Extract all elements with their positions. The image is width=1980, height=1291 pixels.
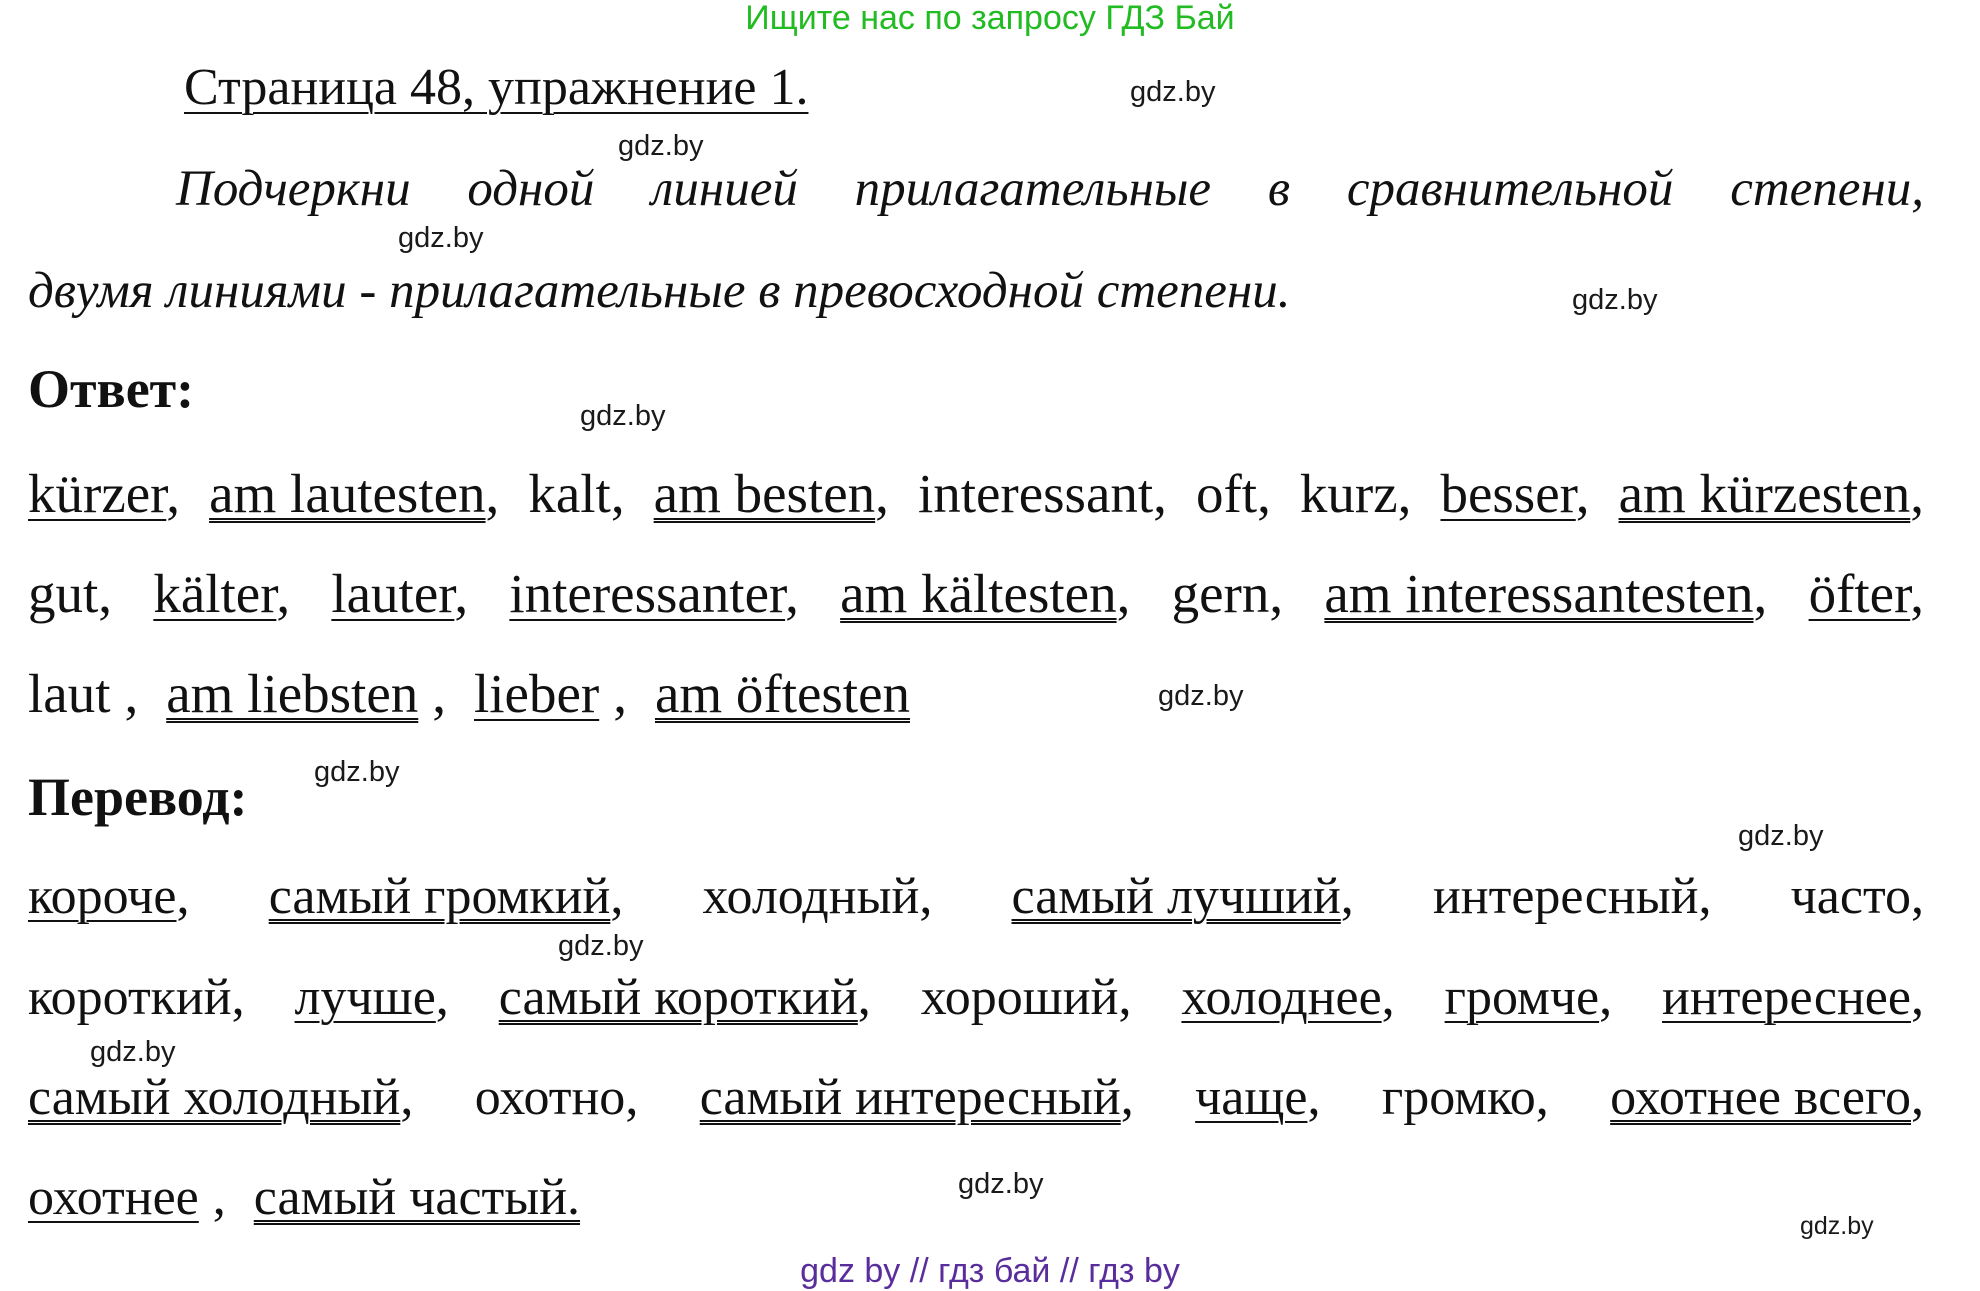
punctuation: , <box>1911 868 1924 925</box>
answer-word <box>331 562 468 625</box>
answer-word <box>1809 562 1924 625</box>
punctuation: , <box>1397 463 1412 524</box>
punctuation: , <box>875 463 889 524</box>
punctuation: , <box>610 868 624 925</box>
translation-heading: Перевод: <box>28 767 248 827</box>
translation-word <box>703 867 933 926</box>
answer-word <box>209 462 499 525</box>
translation-word <box>1012 867 1354 926</box>
watermark: gdz.by <box>1572 284 1658 316</box>
comparative-word: kürzer <box>28 463 167 524</box>
translation-line-2 <box>28 968 1924 1027</box>
punctuation: , <box>1340 868 1354 925</box>
translation-word <box>28 1168 240 1227</box>
watermark: gdz.by <box>398 222 484 254</box>
answer-word <box>655 662 924 725</box>
punctuation: , <box>1120 1069 1134 1126</box>
superlative-word: am liebsten <box>166 663 419 724</box>
answer-word <box>1324 562 1767 625</box>
plain-word: oft <box>1195 463 1258 524</box>
punctuation: , <box>176 868 190 925</box>
punctuation: , <box>1153 463 1167 524</box>
answer-word <box>474 662 641 725</box>
punctuation: , <box>454 563 469 624</box>
punctuation: , <box>432 663 446 724</box>
superlative-word: самый громкий <box>268 868 611 925</box>
translation-word <box>1433 867 1712 926</box>
comparative-word: лучше <box>294 969 436 1026</box>
punctuation: , <box>1599 969 1613 1026</box>
superlative-word: самый лучший <box>1011 868 1341 925</box>
superlative-word: самый интересный <box>699 1069 1121 1126</box>
translation-word <box>1791 867 1924 926</box>
punctuation: , <box>1910 1069 1924 1126</box>
plain-word: kalt <box>528 463 611 524</box>
answer-word <box>1440 462 1589 525</box>
translation-word <box>1662 968 1924 1027</box>
punctuation: , <box>485 463 500 524</box>
translation-word <box>499 968 871 1027</box>
answer-word <box>528 462 624 525</box>
comparative-word: громче <box>1444 969 1600 1026</box>
watermark: gdz.by <box>90 1036 176 1068</box>
punctuation: , <box>1535 1069 1549 1126</box>
answer-word <box>1619 462 1924 525</box>
plain-word: interessant <box>917 463 1154 524</box>
plain-word: часто <box>1790 868 1911 925</box>
watermark: gdz.by <box>1158 680 1244 712</box>
punctuation: , <box>1257 463 1271 524</box>
answer-line-2 <box>28 562 1924 625</box>
superlative-word: am kältesten <box>840 563 1117 624</box>
answer-word <box>918 462 1167 525</box>
answer-word <box>1172 562 1283 625</box>
punctuation: , <box>919 868 933 925</box>
translation-word <box>475 1068 639 1127</box>
plain-word: громко <box>1381 1069 1536 1126</box>
punctuation: , <box>1698 868 1712 925</box>
watermark: gdz.by <box>618 130 704 162</box>
page-title: Страница 48, упражнение 1. <box>184 59 809 116</box>
punctuation: , <box>1910 969 1924 1026</box>
comparative-word: холоднее <box>1181 969 1382 1026</box>
punctuation: , <box>610 463 625 524</box>
task-line-2: двумя линиями - прилагательные в превосходной степени. <box>28 263 1291 319</box>
punctuation: , <box>1753 563 1768 624</box>
punctuation: , <box>613 663 627 724</box>
answer-word <box>28 662 152 725</box>
superlative-word: самый короткий <box>498 969 858 1026</box>
superlative-word: охотнее всего <box>1610 1069 1911 1126</box>
plain-word: охотно <box>474 1069 626 1126</box>
translation-word <box>28 1068 413 1127</box>
comparative-word: kälter <box>153 563 277 624</box>
plain-word: gern <box>1171 563 1270 624</box>
punctuation: , <box>435 969 449 1026</box>
answer-line-3 <box>28 662 1924 725</box>
promo-banner: Ищите нас по запросу ГДЗ Бай <box>745 0 1235 37</box>
comparative-word: öfter <box>1808 563 1911 624</box>
answer-word <box>654 462 889 525</box>
punctuation: , <box>1575 463 1590 524</box>
watermark: gdz.by <box>580 400 666 432</box>
translation-word <box>254 1168 594 1227</box>
punctuation: , <box>98 563 113 624</box>
punctuation: , <box>1116 563 1131 624</box>
translation-word <box>28 968 245 1027</box>
translation-word <box>269 867 624 926</box>
answer-word <box>509 562 798 625</box>
answer-word <box>1300 462 1411 525</box>
answer-heading: Ответ: <box>28 359 195 419</box>
translation-word <box>1610 1068 1924 1127</box>
superlative-word: am öftesten <box>654 663 910 724</box>
plain-word: холодный <box>702 868 920 925</box>
watermark: gdz.by <box>958 1168 1044 1200</box>
punctuation: , <box>1910 563 1924 624</box>
superlative-word: am interessantesten <box>1324 563 1754 624</box>
comparative-word: besser <box>1440 463 1576 524</box>
punctuation: , <box>400 1069 414 1126</box>
punctuation: , <box>124 663 139 724</box>
plain-word: короткий <box>28 969 232 1026</box>
translation-line-1 <box>28 867 1924 926</box>
watermark: gdz.by <box>1130 76 1216 108</box>
punctuation: , <box>1910 463 1924 524</box>
answer-word <box>28 562 112 625</box>
punctuation: , <box>276 563 291 624</box>
comparative-word: короче <box>28 868 177 925</box>
watermark: gdz.by <box>558 930 644 962</box>
punctuation: , <box>1381 969 1395 1026</box>
translation-word <box>1195 1068 1320 1127</box>
translation-line-3 <box>28 1068 1924 1127</box>
comparative-word: lauter <box>331 563 455 624</box>
plain-word: хороший <box>920 969 1119 1026</box>
answer-word <box>840 562 1130 625</box>
plain-word: интересный <box>1432 868 1699 925</box>
comparative-word: чаще <box>1195 1069 1308 1126</box>
punctuation: , <box>785 563 799 624</box>
translation-word <box>295 968 449 1027</box>
punctuation: , <box>166 463 181 524</box>
superlative-word: am besten <box>653 463 876 524</box>
punctuation: , <box>857 969 871 1026</box>
comparative-word: interessanter <box>509 563 786 624</box>
translation-word <box>1181 968 1394 1027</box>
punctuation: , <box>1269 563 1284 624</box>
answer-word <box>28 462 180 525</box>
punctuation: , <box>231 969 245 1026</box>
translation-word <box>700 1068 1134 1127</box>
watermark: gdz.by <box>1800 1212 1874 1240</box>
comparative-word: интереснее <box>1662 969 1911 1026</box>
punctuation: , <box>625 1069 639 1126</box>
punctuation: , <box>1118 969 1132 1026</box>
superlative-word: самый частый. <box>253 1169 581 1226</box>
punctuation: , <box>212 1169 226 1226</box>
superlative-word: am lautesten <box>209 463 486 524</box>
superlative-word: самый холодный <box>28 1069 401 1126</box>
plain-word: gut <box>28 563 99 624</box>
task-line-1: Подчеркни одной линией прилагательные в сравнительной степени, <box>176 161 1924 217</box>
comparative-word: охотнее <box>28 1169 199 1226</box>
plain-word: laut <box>28 663 111 724</box>
answer-word <box>166 662 460 725</box>
plain-word: kurz <box>1299 463 1398 524</box>
answer-word <box>153 562 290 625</box>
watermark: gdz.by <box>314 756 400 788</box>
translation-word <box>1382 1068 1549 1127</box>
answer-line-1 <box>28 462 1924 525</box>
footer-links: gdz by // гдз бай // гдз by <box>800 1252 1180 1290</box>
superlative-word: am kürzesten <box>1618 463 1911 524</box>
punctuation: , <box>1307 1069 1321 1126</box>
translation-word <box>921 968 1132 1027</box>
comparative-word: lieber <box>474 663 600 724</box>
translation-word <box>28 867 190 926</box>
answer-word <box>1196 462 1271 525</box>
watermark: gdz.by <box>1738 820 1824 852</box>
translation-word <box>1445 968 1612 1027</box>
